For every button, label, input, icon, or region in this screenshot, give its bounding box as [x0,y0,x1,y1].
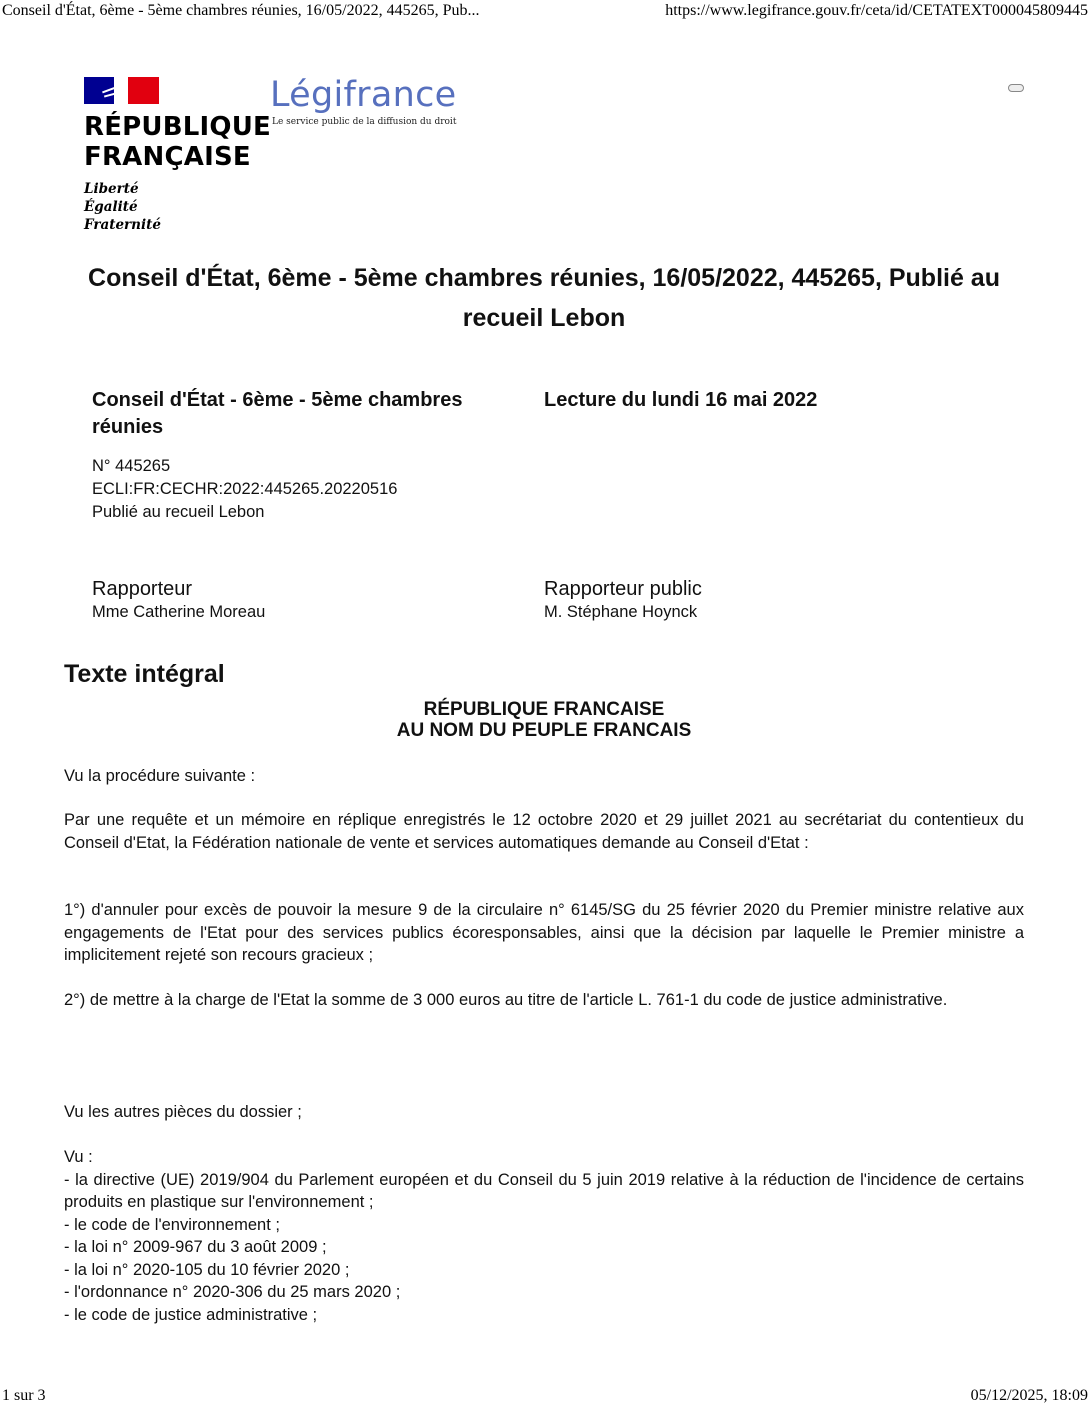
republique-line-1: RÉPUBLIQUE [84,112,271,142]
republique-name [84,112,271,172]
publication-status: Publié au recueil Lebon [92,503,265,521]
ecli-identifier: ECLI:FR:CECHR:2022:445265.20220516 [92,480,398,498]
rapporteur-label: Rapporteur [92,578,193,600]
republic-line-2: AU NOM DU PEUPLE FRANCAIS [396,720,692,741]
procedure-intro: Vu la procédure suivante : [64,767,256,785]
page-title: Conseil d'État, 6ème - 5ème chambres réunies, 16/05/2022, 445265, Publié au recueil Lebon [88,264,1000,332]
court-name: Conseil d'État - 6ème - 5ème chambres réunies [92,389,463,438]
vu-item: - la loi n° 2009-967 du 3 août 2009 ; [64,1238,327,1256]
motto-egalite: Égalité [84,199,138,215]
menu-toggle-button[interactable] [1008,84,1024,92]
section-title-full-text: Texte intégral [64,660,225,688]
print-url: https://www.legifrance.gouv.fr/ceta/id/CETATEXT000045809445 [665,2,1088,19]
republic-line-1: RÉPUBLIQUE FRANCAISE [423,699,665,720]
vu-list [64,1146,1024,1326]
republique-francaise-logo[interactable] [84,77,271,234]
rapporteur-public-name: M. Stéphane Hoynck [544,603,698,621]
legifrance-logo[interactable] [270,74,456,127]
republique-line-2: FRANÇAISE [84,142,251,172]
motto-liberte: Liberté [84,181,139,197]
rapporteur-name: Mme Catherine Moreau [92,603,266,621]
other-documents: Vu les autres pièces du dossier ; [64,1103,302,1121]
page-count: 1 sur 3 [2,1387,46,1404]
vu-item: - la loi n° 2020-105 du 10 février 2020 ; [64,1260,350,1279]
vu-item: - le code de justice administrative ; [64,1305,318,1324]
republic-heading [64,699,1024,741]
decision-meta [92,387,512,524]
rapporteur-public-label: Rapporteur public [544,578,702,600]
flag-blue-band [84,77,117,104]
reading-info [544,387,964,414]
request-paragraph: Par une requête et un mémoire en réplique enregistrés le 12 octobre 2020 et 29 juillet 2021 au secrétariat du contentieux du Conseil d'Etat, la Fédération nationale de vente et services automatiques demande au Conseil d'Etat : [64,811,1024,852]
republic-motto [84,180,264,234]
reading-date: Lecture du lundi 16 mai 2022 [544,389,818,411]
vu-item: - la directive (UE) 2019/904 du Parlement européen et du Conseil du 5 juin 2019 relative à la réduction de l'incidence de certains produits en plastique sur l'environnement ; [64,1170,1024,1211]
vu-item: - le code de l'environnement ; [64,1215,280,1234]
marianne-flag-icon [84,77,159,104]
print-header [0,2,1088,24]
vu-label: Vu : [64,1148,93,1166]
print-timestamp: 05/12/2025, 18:09 [970,1387,1088,1404]
case-number: N° 445265 [92,457,171,475]
print-footer [0,1387,1088,1407]
rapporteur-public-block [544,577,702,623]
flag-red-band [128,77,159,104]
motto-fraternite: Fraternité [84,217,161,233]
request-item-1: 1°) d'annuler pour excès de pouvoir la mesure 9 de la circulaire n° 6145/SG du 25 février 2020 du Premier ministre relative aux engagements de l'Etat pour des services publics écoresponsables, ainsi que la décision par laquelle le Premier ministre a implicitement rejeté son recours gracieux ; [64,901,1024,964]
print-page-title: Conseil d'État, 6ème - 5ème chambres réunies, 16/05/2022, 445265, Pub... [2,2,480,19]
vu-item: - l'ordonnance n° 2020-306 du 25 mars 2020 ; [64,1283,401,1301]
legifrance-tagline: Le service public de la diffusion du droit [272,117,457,127]
request-item-2: 2°) de mettre à la charge de l'Etat la somme de 3 000 euros au titre de l'article L. 761-1 du code de justice administrative. [64,991,948,1009]
rapporteur-block [92,577,265,623]
legifrance-wordmark: Légifrance [270,75,457,115]
